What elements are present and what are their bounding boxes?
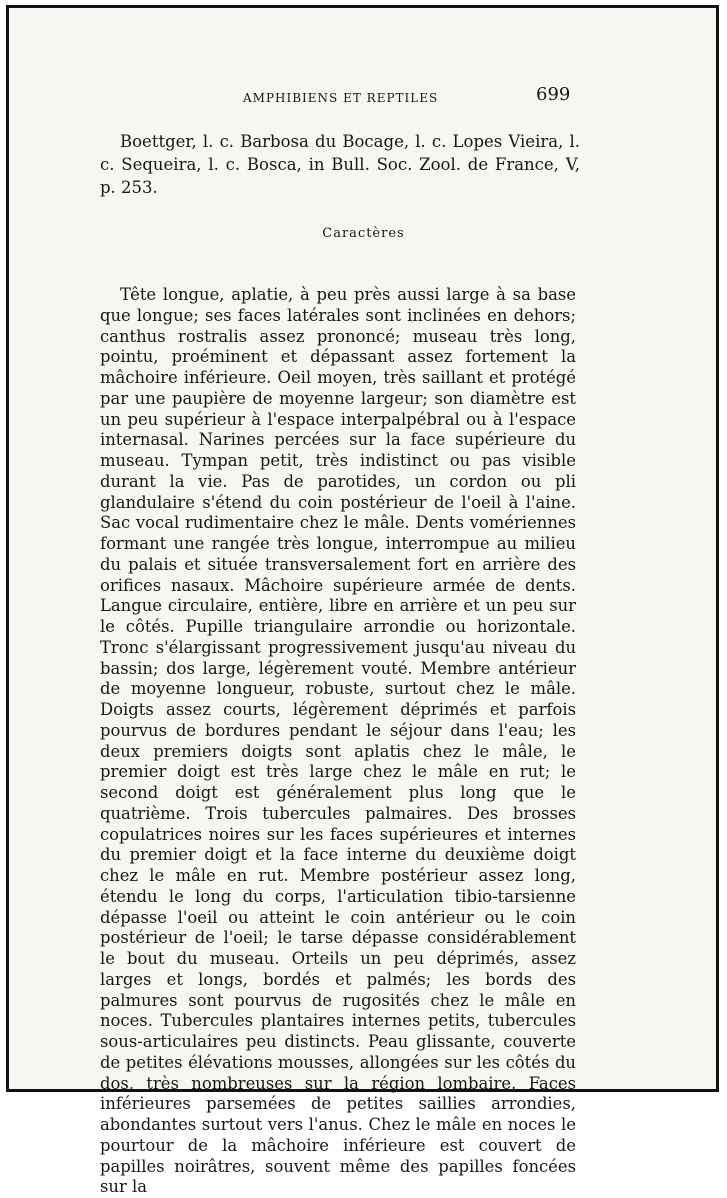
page-number: 699 bbox=[536, 84, 571, 105]
section-heading: Caractères bbox=[322, 226, 405, 241]
description-paragraph: Tête longue, aplatie, à peu près aussi large à sa base que longue; ses faces latérales sont inclinées en dehors; canthus rostralis assez prononcé; museau très long, pointu, proéminent et dépassant assez fortement la mâchoire inférieure. Oeil moyen, très saillant et protégé par une paupière de moyenne largeur; son diamètre est un peu supérieur à l'espace interpalpébral ou à l'espace internasal. Narines percées sur la face supérieure du museau. Tympan petit, très indistinct ou pas visible durant la vie. Pas de parotides, un cordon ou pli glandulaire s'étend du coin postérieur de l'oeil à l'aine. Sac vocal rudimentaire chez le mâle. Dents vomériennes formant une rangée très longue, interrompue au milieu du palais et située transversalement fort en arrière des orifices nasaux. Mâchoire supérieure armée de dents. Langue circulaire, entière, libre en arrière et un peu sur le côtés. Pupille triangulaire arrondie ou horizontale. Tronc s'élargissant progressivement jusqu'au niveau du bassin; dos large, légèrement vouté. Membre antérieur de moyenne longueur, robuste, surtout chez le mâle. Doigts assez courts, légèrement déprimés et parfois pourvus de bordures pendant le séjour dans l'eau; les deux premiers doigts sont aplatis chez le mâle, le premier doigt est très large chez le mâle en rut; le second doigt est généralement plus long que le quatrième. Trois tubercules palmaires. Des brosses copulatrices noires sur les faces supérieures et internes du premier doigt et la face interne du deuxième doigt chez le mâle en rut. Membre postérieur assez long, étendu le long du corps, l'articulation tibio-tarsienne dépasse l'oeil ou atteint le coin antérieur ou le coin postérieur de l'oeil; le tarse dépasse considérablement le bout du museau. Orteils un peu déprimés, assez larges et longs, bordés et palmés; les bords des palmures sont pourvus de rugosités chez le mâle en noces. Tubercules plantaires internes petits, tubercules sous-articulaires peu distincts. Peau glissante, couverte de petites élévations mousses, allongées sur les côtés du dos, très nombreuses sur la région lombaire. Faces inférieures parsemées de petites saillies arrondies, abondantes surtout vers l'anus. Chez le mâle en noces le pourtour de la mâchoire inférieure est couvert de papilles noirâtres, souvent même des papilles foncées sur la bbox=[100, 285, 576, 1197]
references-block bbox=[100, 130, 580, 199]
references-text: Boettger, l. c. Barbosa du Bocage, l. c. Lopes Vieira, l. c. Sequeira, l. c. Bosca, in Bull. Soc. Zool. de France, V, p. 253. bbox=[100, 132, 580, 197]
running-title: AMPHIBIENS ET REPTILES bbox=[243, 91, 439, 105]
description-body bbox=[100, 285, 576, 1198]
